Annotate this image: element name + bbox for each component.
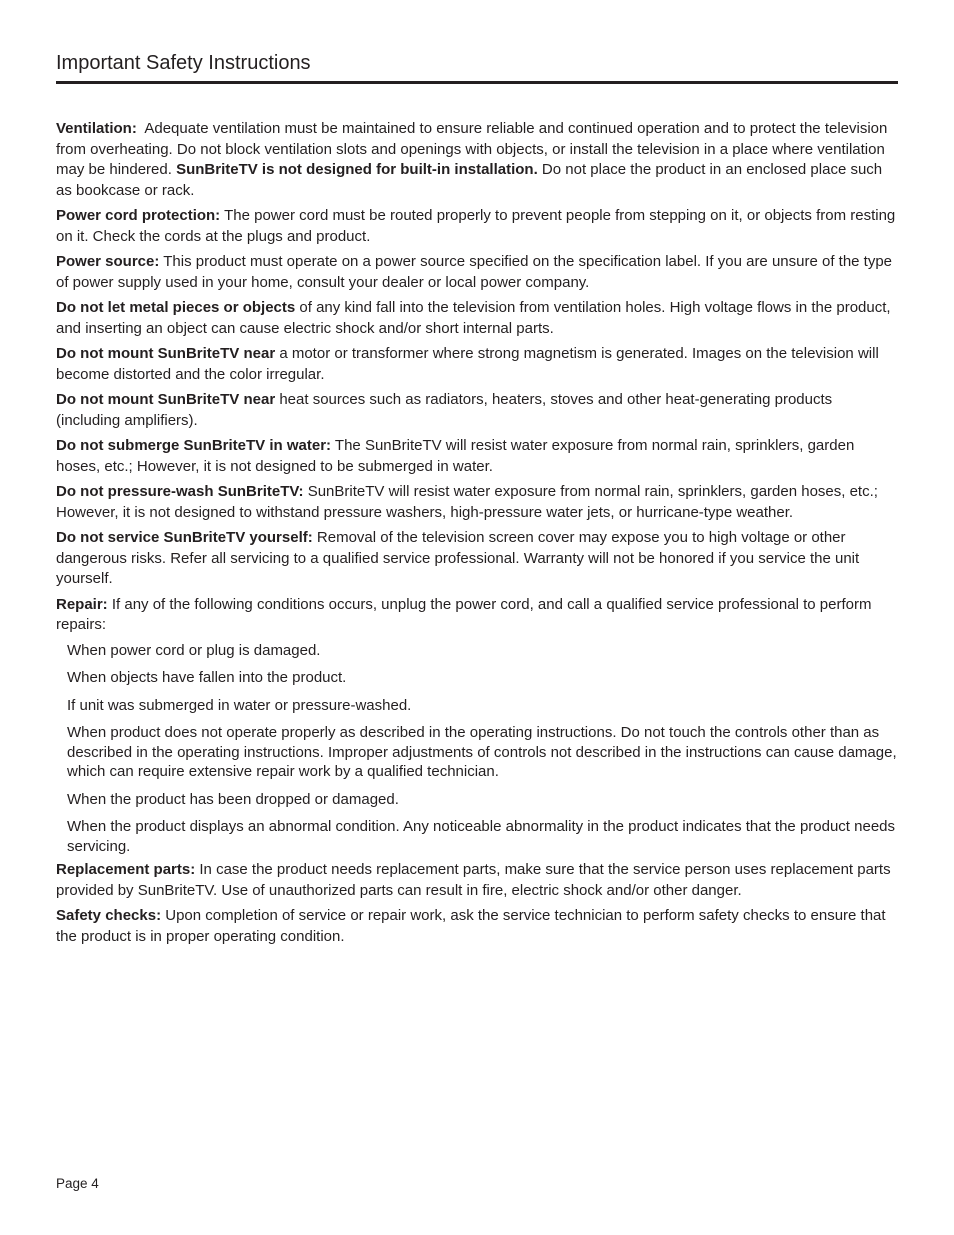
- paragraph-pressure-wash: [56, 482, 898, 523]
- page-header: [56, 50, 898, 84]
- paragraph-label: Power cord protection:: [56, 207, 221, 224]
- paragraph-label: Replacement parts:: [56, 861, 196, 878]
- paragraph-metal-objects: [56, 298, 898, 339]
- paragraph-power-cord-protection: [56, 206, 898, 247]
- paragraph-safety-checks: [56, 906, 898, 947]
- paragraph-magnetism: [56, 344, 898, 385]
- paragraph-label: Do not let metal pieces or objects: [56, 299, 296, 316]
- paragraph-text: of any kind fall into the television from ventilation holes. High voltage flows in the product, and inserting an object can cause electric shock and/or short internal parts.: [56, 299, 891, 337]
- paragraph-submerge: [56, 436, 898, 477]
- paragraph-text: heat sources such as radiators, heaters, stoves and other heat-generating products (including amplifiers).: [56, 391, 833, 429]
- list-item: When power cord or plug is damaged.: [67, 641, 321, 659]
- paragraph-emphasis: SunBriteTV is not designed for built-in installation.: [176, 161, 538, 178]
- paragraph-power-source: [56, 252, 898, 293]
- page-number: Page 4: [56, 1176, 99, 1191]
- list-item: When product does not operate properly as described in the operating instructions. Do not touch the controls other than as described in the operating instructions. Improper adjustments of controls not described in the instructions can cause damage, which can require extensive repair work by a qualified technician.: [67, 724, 897, 780]
- paragraph-label: Do not service SunBriteTV yourself:: [56, 529, 313, 546]
- paragraph-label: Do not pressure-wash SunBriteTV:: [56, 483, 304, 500]
- paragraph-text: Removal of the television screen cover may expose you to high voltage or other dangerous risks. Refer all servicing to a qualified service professional. Warranty will not be honored if you service the unit yourself.: [56, 529, 860, 587]
- paragraph-label: Repair:: [56, 595, 108, 613]
- paragraph-service: [56, 528, 898, 590]
- paragraph-label: Do not mount SunBriteTV near: [56, 345, 276, 362]
- paragraph-label: Safety checks:: [56, 907, 162, 924]
- paragraph-ventilation: [56, 119, 898, 201]
- repair-conditions-list: [56, 641, 898, 857]
- paragraph-text: The power cord must be routed properly to prevent people from stepping on it, or objects from resting on it. Check the cords at the plugs and product.: [56, 207, 896, 245]
- paragraph-text: Upon completion of service or repair work, ask the service technician to perform safety checks to ensure that the product is in proper operating condition.: [56, 907, 886, 945]
- paragraph-text: In case the product needs replacement parts, make sure that the service person uses replacement parts provided by SunBriteTV. Use of unauthorized parts can result in fire, electric shock and/or other danger.: [56, 861, 891, 899]
- paragraph-text: The SunBriteTV will resist water exposure from normal rain, sprinklers, garden hoses, etc.; However, it is not designed to be submerged in water.: [56, 437, 855, 475]
- page-title: Important Safety Instructions: [56, 52, 311, 74]
- paragraph-text-after: Do not place the product in an enclosed place such as bookcase or rack.: [56, 161, 883, 199]
- paragraph-label: Do not mount SunBriteTV near: [56, 391, 276, 408]
- paragraph-text: a motor or transformer where strong magnetism is generated. Images on the television will become distorted and the color irregular.: [56, 345, 879, 383]
- paragraph-text: SunBriteTV will resist water exposure from normal rain, sprinklers, garden hoses, etc.; However, it is not designed to withstand pressure washers, high-pressure water jets, or hurricane-type weather.: [56, 483, 878, 521]
- paragraph-label: Ventilation:: [56, 120, 137, 137]
- paragraph-replacement-parts: [56, 860, 898, 901]
- list-item: When the product displays an abnormal condition. Any noticeable abnormality in the product indicates that the product needs servicing.: [67, 818, 896, 855]
- list-item: If unit was submerged in water or pressure-washed.: [67, 696, 412, 714]
- paragraph-label: Do not submerge SunBriteTV in water:: [56, 437, 332, 454]
- paragraph-repair: [56, 595, 898, 636]
- safety-instructions-body: [56, 119, 898, 952]
- paragraph-heat-sources: [56, 390, 898, 431]
- paragraph-text: If any of the following conditions occurs, unplug the power cord, and call a qualified service professional to perform repairs:: [56, 595, 872, 633]
- list-item: When objects have fallen into the product.: [67, 669, 347, 686]
- list-item: When the product has been dropped or damaged.: [67, 790, 399, 808]
- paragraph-label: Power source:: [56, 253, 160, 270]
- paragraph-text: This product must operate on a power source specified on the specification label. If you are unsure of the type of power supply used in your home, consult your dealer or local power company.: [56, 253, 893, 291]
- paragraph-text: Adequate ventilation must be maintained to ensure reliable and continued operation and to protect the television from overheating. Do not block ventilation slots and openings with objects, or install the television in a place where ventilation may be hindered.: [56, 120, 888, 178]
